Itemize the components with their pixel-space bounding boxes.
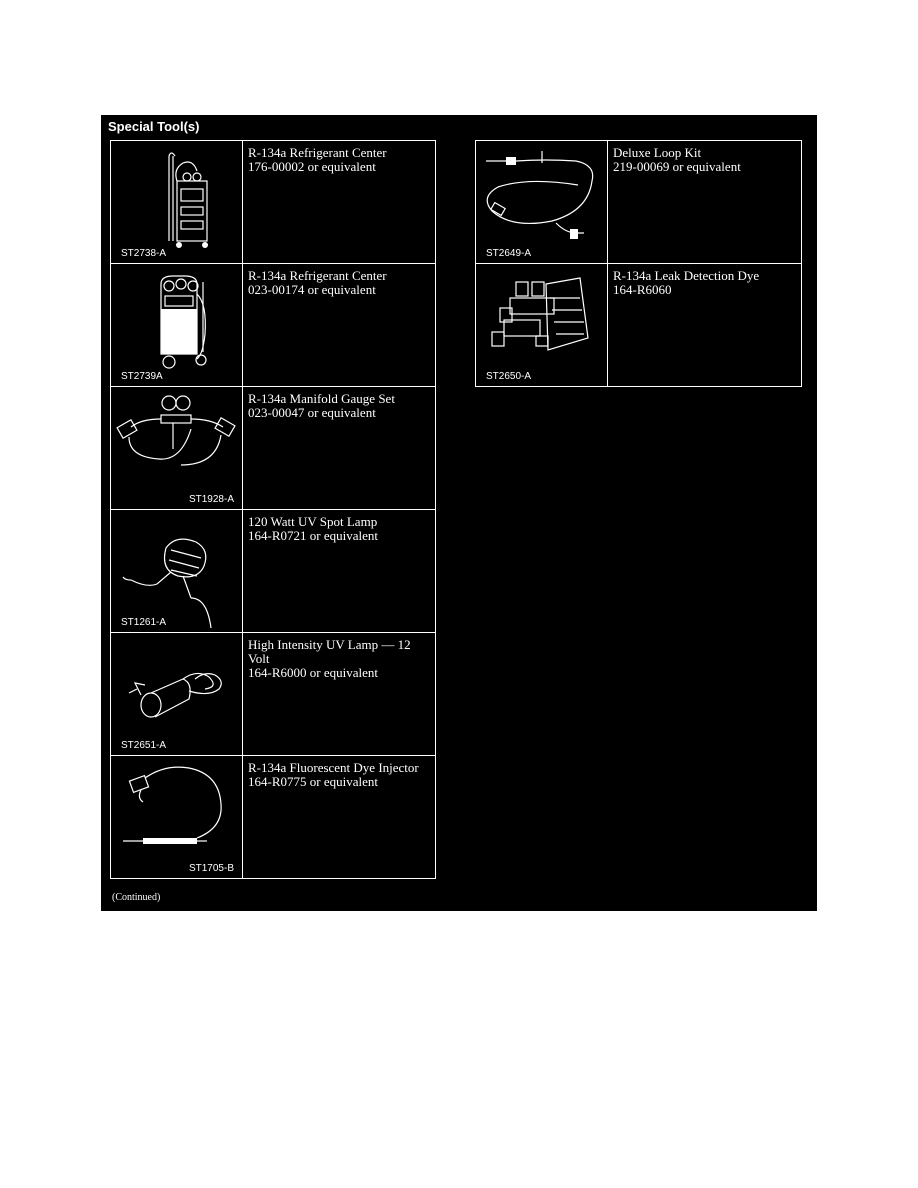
tool-number: 164-R0721 or equivalent xyxy=(248,528,378,543)
tool-row xyxy=(110,509,436,633)
figure-code: ST2651-A xyxy=(121,740,167,751)
tool-figure-cell xyxy=(476,141,608,263)
tool-figure-cell xyxy=(111,633,243,755)
figure-code: ST1928-A xyxy=(188,494,234,505)
left-tool-column xyxy=(110,140,436,879)
tool-row xyxy=(110,386,436,510)
continued-note: (Continued) xyxy=(112,892,161,903)
leak-detection-dye-icon xyxy=(476,264,607,386)
right-tool-column xyxy=(475,140,802,387)
panel-title: Special Tool(s) xyxy=(108,119,200,134)
tool-number: 219-00069 or equivalent xyxy=(613,159,741,174)
tool-description xyxy=(243,510,435,632)
tool-number: 164-R6060 xyxy=(613,282,672,297)
tool-number: 023-00047 or equivalent xyxy=(248,405,376,420)
tool-name: 120 Watt UV Spot Lamp xyxy=(248,514,378,529)
figure-code: ST1261-A xyxy=(121,617,167,628)
tool-name: R-134a Refrigerant Center xyxy=(248,145,387,160)
tool-description xyxy=(243,756,435,878)
tool-name: R-134a Refrigerant Center xyxy=(248,268,387,283)
dye-injector-icon xyxy=(111,756,242,878)
tool-number: 023-00174 or equivalent xyxy=(248,282,376,297)
uv-spot-lamp-icon xyxy=(111,510,242,632)
tool-figure-cell xyxy=(476,264,608,386)
figure-code: ST2739A xyxy=(121,371,163,382)
refrigerant-center-icon xyxy=(111,141,242,263)
tool-name: Deluxe Loop Kit xyxy=(613,145,702,160)
tool-name: R-134a Manifold Gauge Set xyxy=(248,391,395,406)
figure-code: ST1705-B xyxy=(188,863,234,874)
tool-figure-cell xyxy=(111,141,243,263)
tool-row xyxy=(475,140,802,264)
tool-number: 164-R0775 or equivalent xyxy=(248,774,378,789)
tool-row xyxy=(110,140,436,264)
tool-figure-cell xyxy=(111,387,243,509)
tool-description xyxy=(243,141,435,263)
figure-code: ST2650-A xyxy=(486,371,532,382)
refrigerant-center-cart-icon xyxy=(111,264,242,386)
tool-name: High Intensity UV Lamp — 12 Volt xyxy=(248,637,411,666)
tool-figure-cell xyxy=(111,756,243,878)
loop-kit-icon xyxy=(476,141,607,263)
tool-name: R-134a Leak Detection Dye xyxy=(613,268,760,283)
tool-row xyxy=(110,632,436,756)
tool-number: 176-00002 or equivalent xyxy=(248,159,376,174)
tool-row xyxy=(110,263,436,387)
tool-figure-cell xyxy=(111,510,243,632)
tool-description xyxy=(243,633,435,755)
tool-description xyxy=(608,264,801,386)
tool-figure-cell xyxy=(111,264,243,386)
figure-code: ST2738-A xyxy=(121,248,167,259)
tool-description xyxy=(243,264,435,386)
uv-lamp-icon xyxy=(111,633,242,755)
special-tools-panel xyxy=(101,115,817,911)
tool-description xyxy=(243,387,435,509)
figure-code: ST2649-A xyxy=(486,248,532,259)
manifold-gauge-icon xyxy=(111,387,242,509)
tool-name: R-134a Fluorescent Dye Injector xyxy=(248,760,419,775)
tool-number: 164-R6000 or equivalent xyxy=(248,665,378,680)
tool-row xyxy=(475,263,802,387)
tool-row xyxy=(110,755,436,879)
tool-description xyxy=(608,141,801,263)
